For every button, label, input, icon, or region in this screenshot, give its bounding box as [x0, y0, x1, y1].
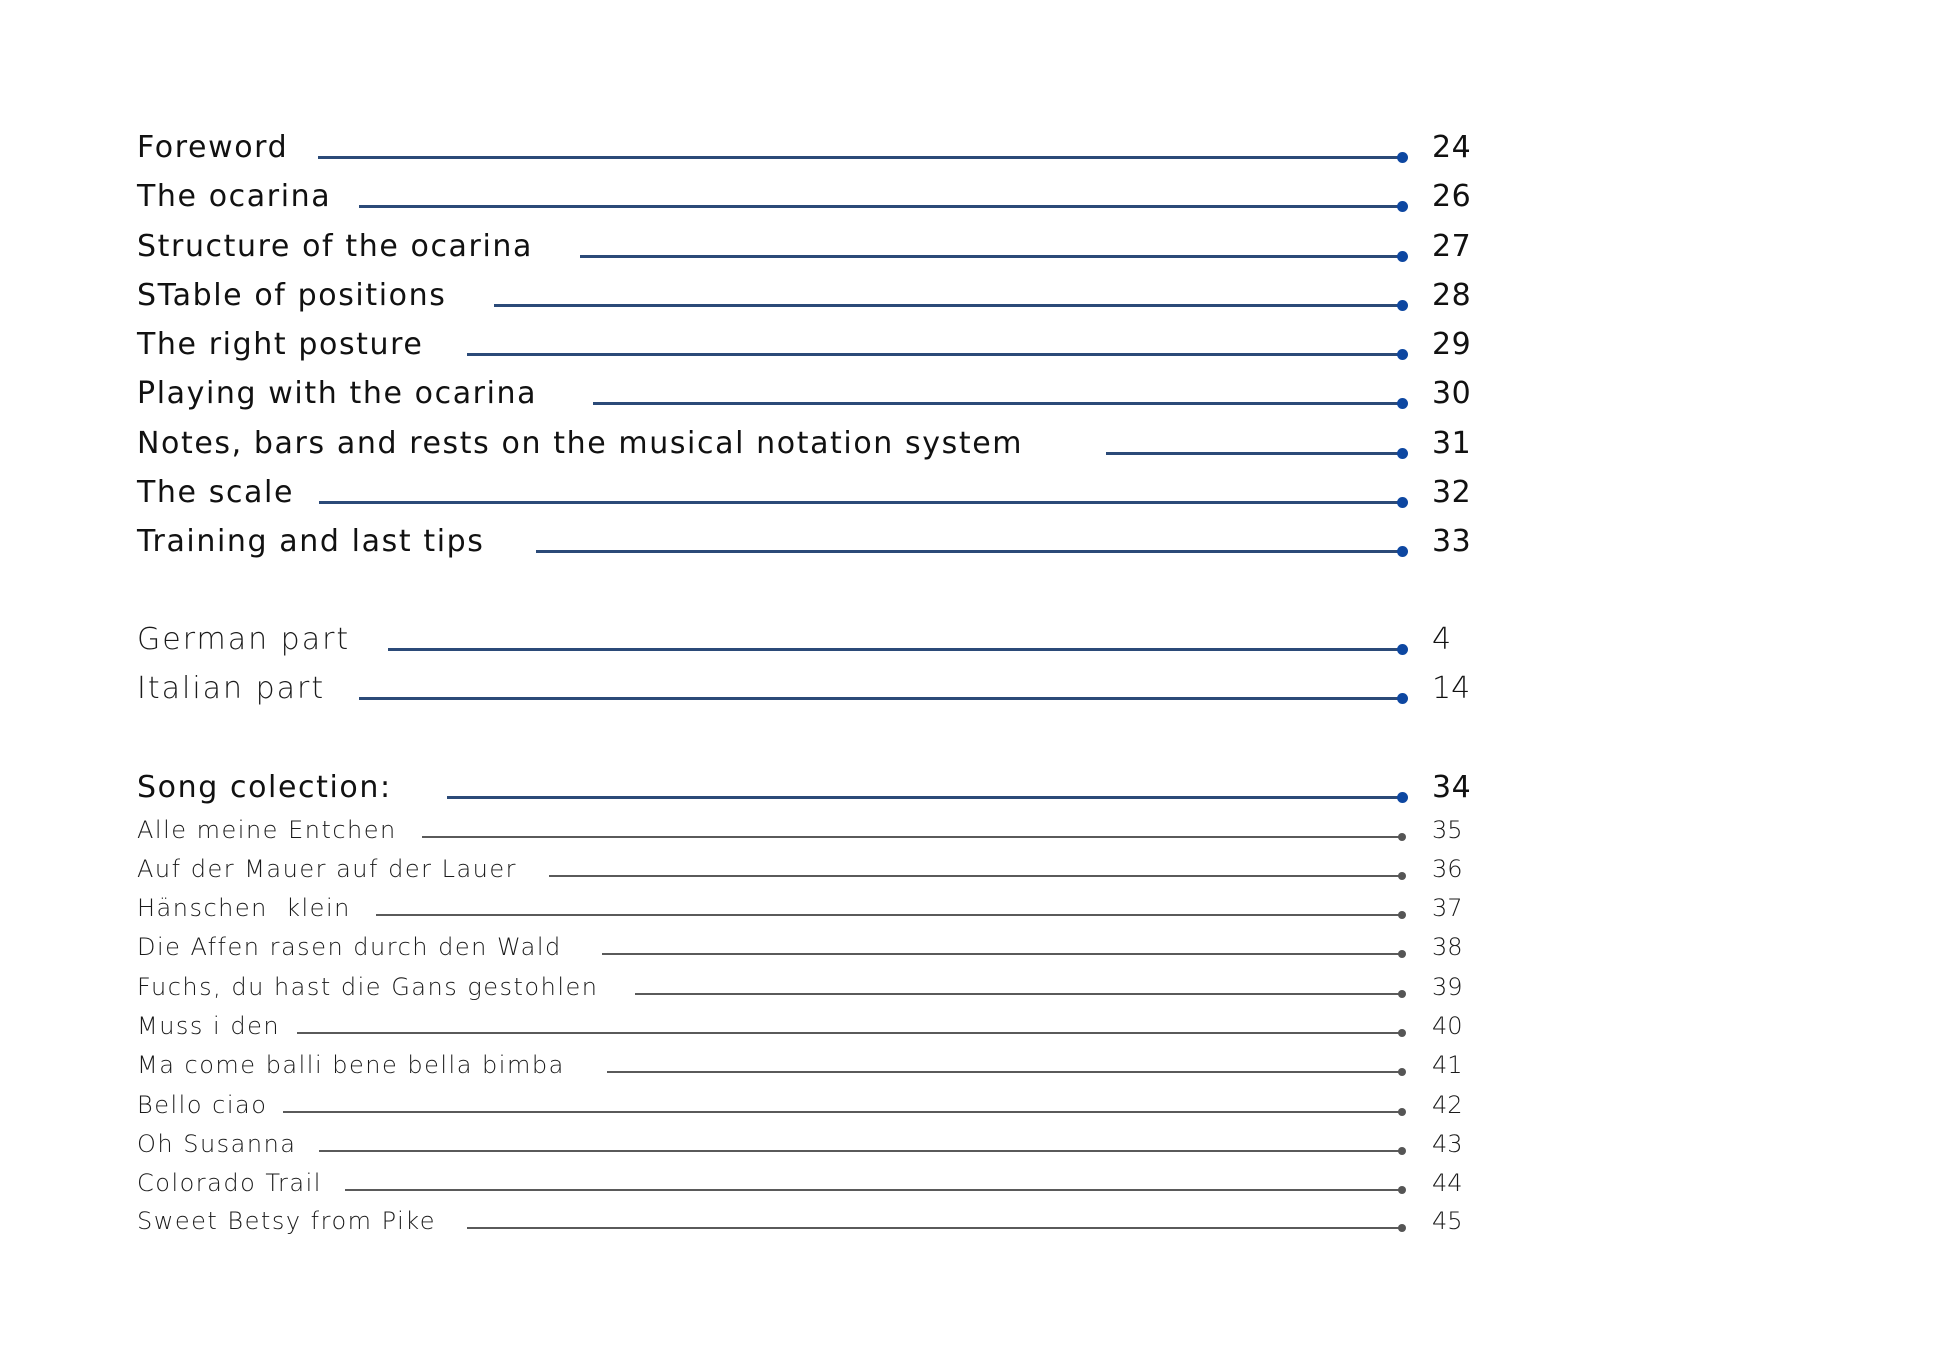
toc-entry-title: The scale: [137, 475, 295, 510]
toc-entry-page: 33: [1432, 524, 1472, 559]
song-title: Sweet Betsy from Pike: [137, 1207, 437, 1235]
toc-entry-title: Notes, bars and rests on the musical notation system: [137, 426, 1024, 461]
leader-line: [345, 1189, 1402, 1191]
leader-line: [607, 1071, 1402, 1073]
toc-entry-title: The ocarina: [137, 179, 332, 214]
leader-dot-icon: [1397, 693, 1408, 704]
leader-line: [494, 304, 1402, 307]
leader-dot-icon: [1397, 300, 1408, 311]
toc-entry-title: Foreword: [137, 130, 289, 165]
toc-entry-title: Structure of the ocarina: [137, 229, 534, 264]
toc-entry-title: Training and last tips: [137, 524, 485, 559]
toc-entry-title: German part: [137, 622, 351, 657]
leader-line: [319, 1150, 1402, 1152]
song-title: Oh Susanna: [137, 1130, 297, 1158]
song-page: 39: [1432, 973, 1463, 1001]
toc-entry-page: 4: [1432, 622, 1452, 657]
leader-line: [467, 353, 1402, 356]
song-title: Ma come balli bene bella bimba: [137, 1051, 565, 1079]
leader-dot-icon: [1398, 833, 1406, 841]
leader-line: [376, 914, 1402, 916]
song-page: 41: [1432, 1051, 1463, 1079]
leader-dot-icon: [1397, 398, 1408, 409]
leader-line: [536, 550, 1402, 553]
leader-dot-icon: [1398, 990, 1406, 998]
leader-dot-icon: [1397, 497, 1408, 508]
leader-line: [388, 648, 1402, 651]
song-title: Muss i den: [137, 1012, 281, 1040]
leader-line: [359, 697, 1402, 700]
toc-entry-page: 14: [1432, 671, 1471, 706]
song-page: 42: [1432, 1091, 1463, 1119]
leader-line: [297, 1032, 1402, 1034]
leader-line: [467, 1227, 1402, 1229]
song-page: 36: [1432, 855, 1463, 883]
song-title: Die Affen rasen durch den Wald: [137, 933, 562, 961]
leader-dot-icon: [1397, 201, 1408, 212]
toc-entry-page: 29: [1432, 327, 1472, 362]
leader-dot-icon: [1398, 872, 1406, 880]
song-title: Colorado Trail: [137, 1169, 322, 1197]
leader-line: [635, 993, 1402, 995]
leader-line: [580, 255, 1402, 258]
song-page: 35: [1432, 816, 1463, 844]
leader-line: [549, 875, 1402, 877]
leader-line: [319, 501, 1402, 504]
toc-entry-title: Playing with the ocarina: [137, 376, 538, 411]
toc-entry-page: 30: [1432, 376, 1472, 411]
leader-dot-icon: [1398, 1068, 1406, 1076]
song-title: Hänschen klein: [137, 894, 351, 922]
leader-line: [359, 205, 1402, 208]
leader-dot-icon: [1398, 1029, 1406, 1037]
leader-line: [422, 836, 1402, 838]
toc-entry-page: 28: [1432, 278, 1472, 313]
leader-line: [447, 796, 1402, 799]
toc-entry-page: 27: [1432, 229, 1472, 264]
leader-dot-icon: [1397, 792, 1408, 803]
song-page: 43: [1432, 1130, 1463, 1158]
leader-dot-icon: [1398, 950, 1406, 958]
leader-dot-icon: [1397, 546, 1408, 557]
toc-entry-title: Italian part: [137, 671, 326, 706]
leader-line: [318, 156, 1402, 159]
song-page: 40: [1432, 1012, 1463, 1040]
leader-dot-icon: [1398, 911, 1406, 919]
toc-entry-page: 34: [1432, 770, 1472, 805]
leader-dot-icon: [1397, 251, 1408, 262]
toc-entry-title: Song colection:: [137, 770, 392, 805]
song-title: Alle meine Entchen: [137, 816, 397, 844]
song-title: Fuchs, du hast die Gans gestohlen: [137, 973, 599, 1001]
song-page: 45: [1432, 1207, 1463, 1235]
leader-line: [1106, 452, 1402, 455]
leader-dot-icon: [1398, 1147, 1406, 1155]
leader-line: [593, 402, 1402, 405]
leader-dot-icon: [1397, 152, 1408, 163]
toc-entry-title: STable of positions: [137, 278, 447, 313]
leader-dot-icon: [1398, 1108, 1406, 1116]
toc-entry-page: 26: [1432, 179, 1472, 214]
toc-entry-page: 32: [1432, 475, 1472, 510]
leader-dot-icon: [1397, 644, 1408, 655]
leader-line: [602, 953, 1402, 955]
song-title: Auf der Mauer auf der Lauer: [137, 855, 518, 883]
song-title: Bello ciao: [137, 1091, 268, 1119]
toc-entry-title: The right posture: [137, 327, 424, 362]
song-page: 38: [1432, 933, 1463, 961]
leader-dot-icon: [1398, 1186, 1406, 1194]
leader-dot-icon: [1398, 1224, 1406, 1232]
leader-dot-icon: [1397, 448, 1408, 459]
song-page: 44: [1432, 1169, 1463, 1197]
toc-entry-page: 31: [1432, 426, 1472, 461]
song-page: 37: [1432, 894, 1463, 922]
toc-entry-page: 24: [1432, 130, 1472, 165]
leader-line: [283, 1111, 1402, 1113]
leader-dot-icon: [1397, 349, 1408, 360]
